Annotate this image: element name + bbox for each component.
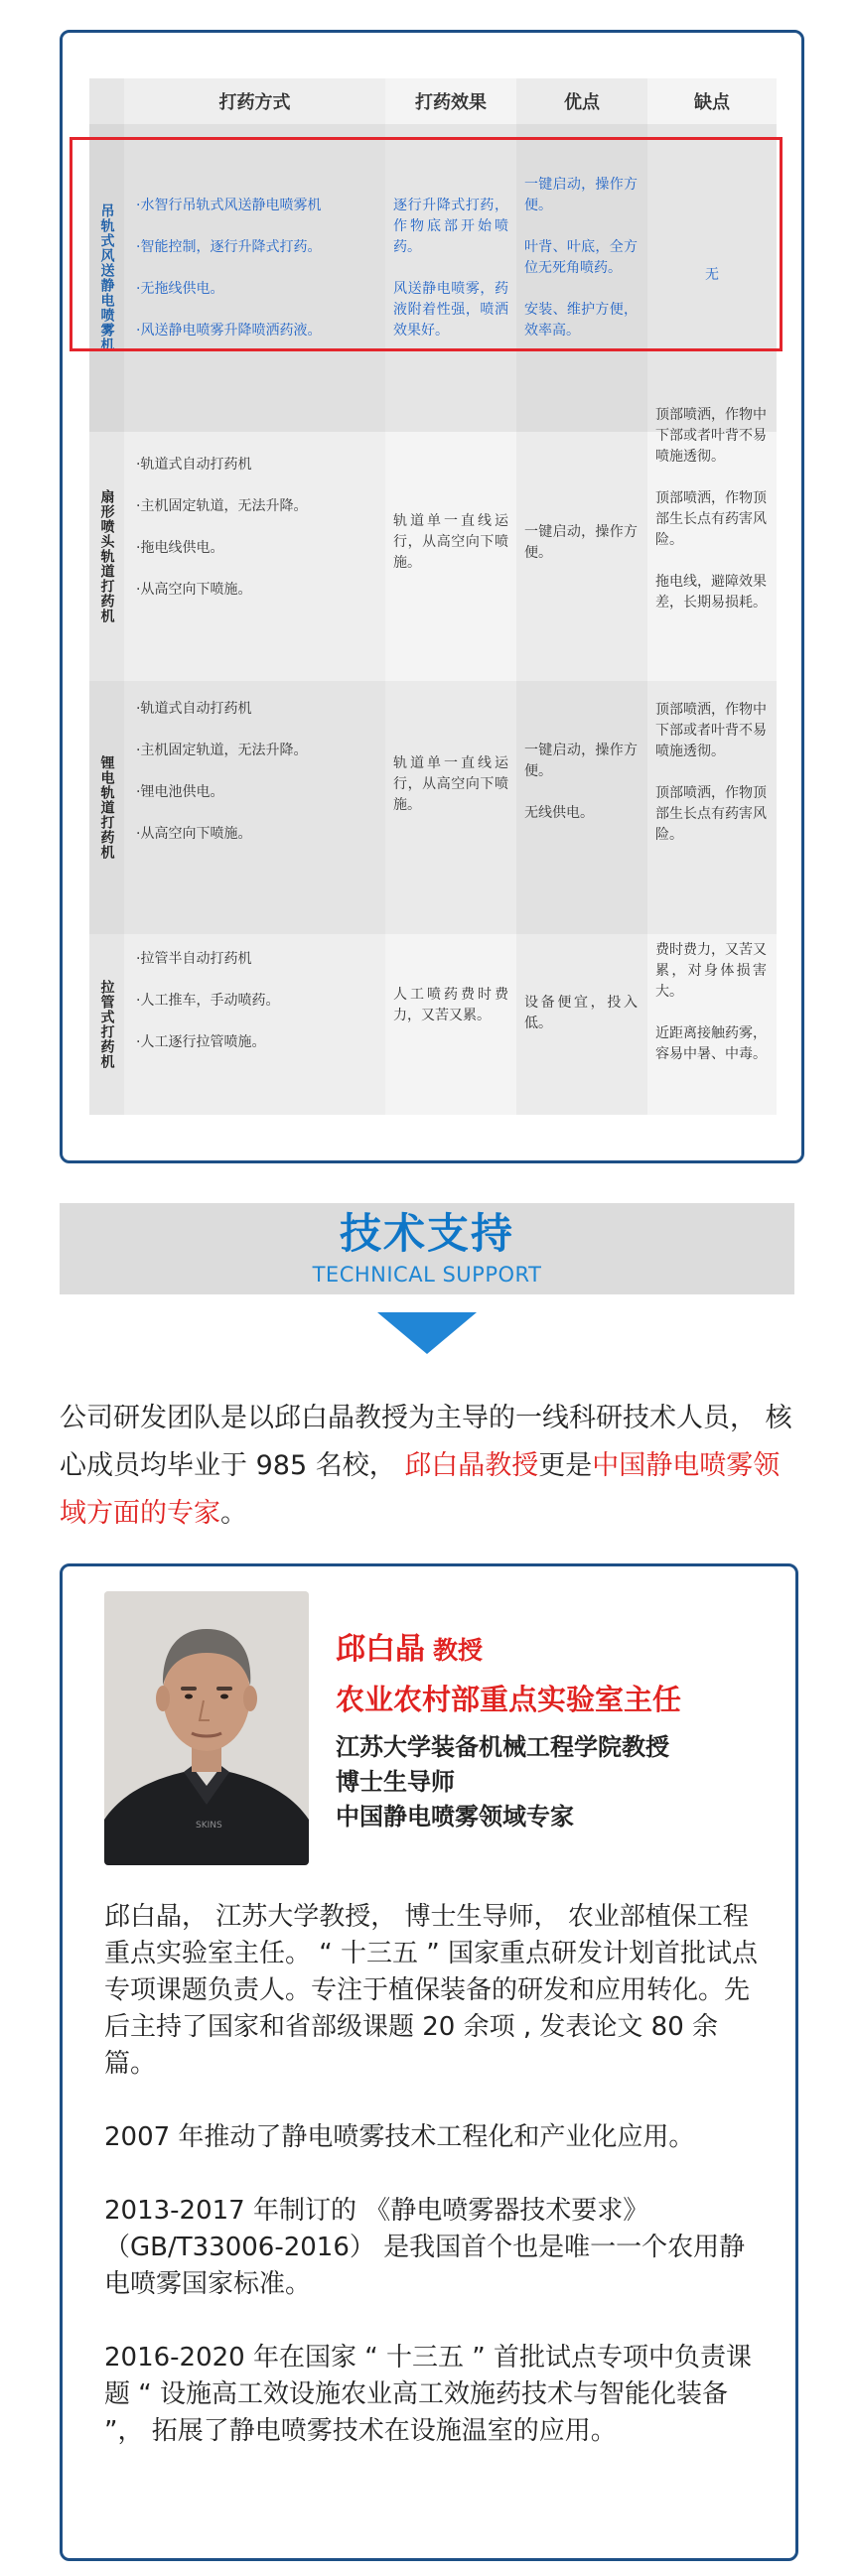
header-cons: 缺点 (694, 92, 730, 113)
down-arrow-icon (377, 1312, 477, 1354)
team-intro: 公司研发团队是以邱白晶教授为主导的一线科研技术人员， 核心成员均毕业于 985 名校， 邱白晶教授更是中国静电喷雾领域方面的专家。 (60, 1403, 792, 1529)
row-name-rail-electrostatic: 吊轨式风送静电喷雾机 (98, 203, 115, 352)
row-name-lithium-rail: 锂电轨道打药机 (98, 755, 115, 860)
row4-methods: ·拉管半自动打药机 ·人工推车，手动喷药。 ·人工逐行拉管喷施。 (136, 951, 280, 1050)
row3-cons: 顶部喷洒，作物中下部或者叶背不易喷施透彻。 顶部喷洒，作物顶部生长点有药害风险。 (655, 702, 767, 843)
row3-pros: 一键启动，操作方便。 无线供电。 (524, 743, 638, 821)
row2-methods: ·轨道式自动打药机 ·主机固定轨道，无法升降。 ·拖电线供电。 ·从高空向下喷施。 (136, 457, 308, 598)
header-pros: 优点 (564, 92, 600, 113)
professor-role: 农业农村部重点实验室主任 (336, 1683, 682, 1716)
header-method: 打药方式 (218, 92, 291, 113)
row1-methods: ·水智行吊轨式风送静电喷雾机 ·智能控制，逐行升降式打药。 ·无拖线供电。 ·风送静电喷雾升降喷洒药液。 (136, 198, 322, 339)
professor-name: 邱白晶 (336, 1632, 425, 1667)
row1-cons: 无 (705, 267, 719, 283)
profile-card (60, 1563, 798, 2561)
row-name-hose-pull: 拉管式打药机 (98, 980, 115, 1069)
row4-pros: 设备便宜，投入低。 (524, 995, 638, 1031)
row4-cons: 费时费力，又苦又累，对身体损害大。 近距离接触药雾，容易中暑、中毒。 (655, 942, 767, 1062)
professor-title: 教授 (433, 1636, 484, 1665)
row3-effect: 轨道单一直线运行，从高空向下喷施。 (393, 755, 508, 813)
row2-effect: 轨道单一直线运行，从高空向下喷施。 (393, 513, 508, 571)
section-subtitle: TECHNICAL SUPPORT (312, 1263, 542, 1287)
bio-paragraph: 2007 年推动了静电喷雾技术工程化和产业化应用。 (104, 2122, 695, 2152)
row1-effect: 逐行升降式打药，作物底部开始喷药。 风送静电喷雾，药液附着性强，喷洒效果好。 (393, 198, 508, 339)
bio-paragraph: 2013-2017 年制订的 《静电喷雾器技术要求》（GB/T33006-2016） 是我国首个也是唯一一个农用静电喷雾国家标准。 (104, 2196, 746, 2299)
shirt-logo: SKINS (196, 1821, 222, 1830)
row-name-fan-nozzle: 扇形喷头轨道打药机 (98, 489, 115, 623)
row3-methods: ·轨道式自动打药机 ·主机固定轨道，无法升降。 ·锂电池供电。 ·从高空向下喷施。 (136, 701, 308, 842)
row2-pros: 一键启动，操作方便。 (524, 524, 638, 561)
bio-paragraph: 邱白晶， 江苏大学教授， 博士生导师， 农业部植保工程重点实验室主任。 “ 十三五 ” 国家重点研发计划首批试点专项课题负责人。专注于植保装备的研发和应用转化。先后主持了国家和省部级课题 20 余项 , 发表论文 80 余篇。 (104, 1902, 758, 2079)
row1-pros: 一键启动，操作方便。 叶背、叶底，全方位无死角喷药。 安装、维护方便，效率高。 (524, 177, 638, 339)
section-title: 技术支持 (339, 1209, 514, 1258)
professor-bio (104, 1899, 765, 2450)
professor-portrait (104, 1591, 309, 1865)
row4-effect: 人工喷药费时费力，又苦又累。 (393, 987, 508, 1023)
highlight-frame (70, 137, 783, 351)
header-effect: 打药效果 (415, 92, 487, 113)
bio-paragraph: 2016-2020 年在国家 “ 十三五 ” 首批试点专项中负责课题 “ 设施高工效设施农业高工效施药技术与智能化装备 ”， 拓展了静电喷雾技术在设施温室的应用。 (104, 2343, 752, 2446)
professor-name-line (336, 1624, 483, 1668)
professor-credentials: 江苏大学装备机械工程学院教授 博士生导师 中国静电喷雾领域专家 (336, 1733, 669, 1830)
row2-cons: 顶部喷洒，作物中下部或者叶背不易喷施透彻。 顶部喷洒，作物顶部生长点有药害风险。 拖电线，避障效果差，长期易损耗。 (655, 407, 767, 610)
